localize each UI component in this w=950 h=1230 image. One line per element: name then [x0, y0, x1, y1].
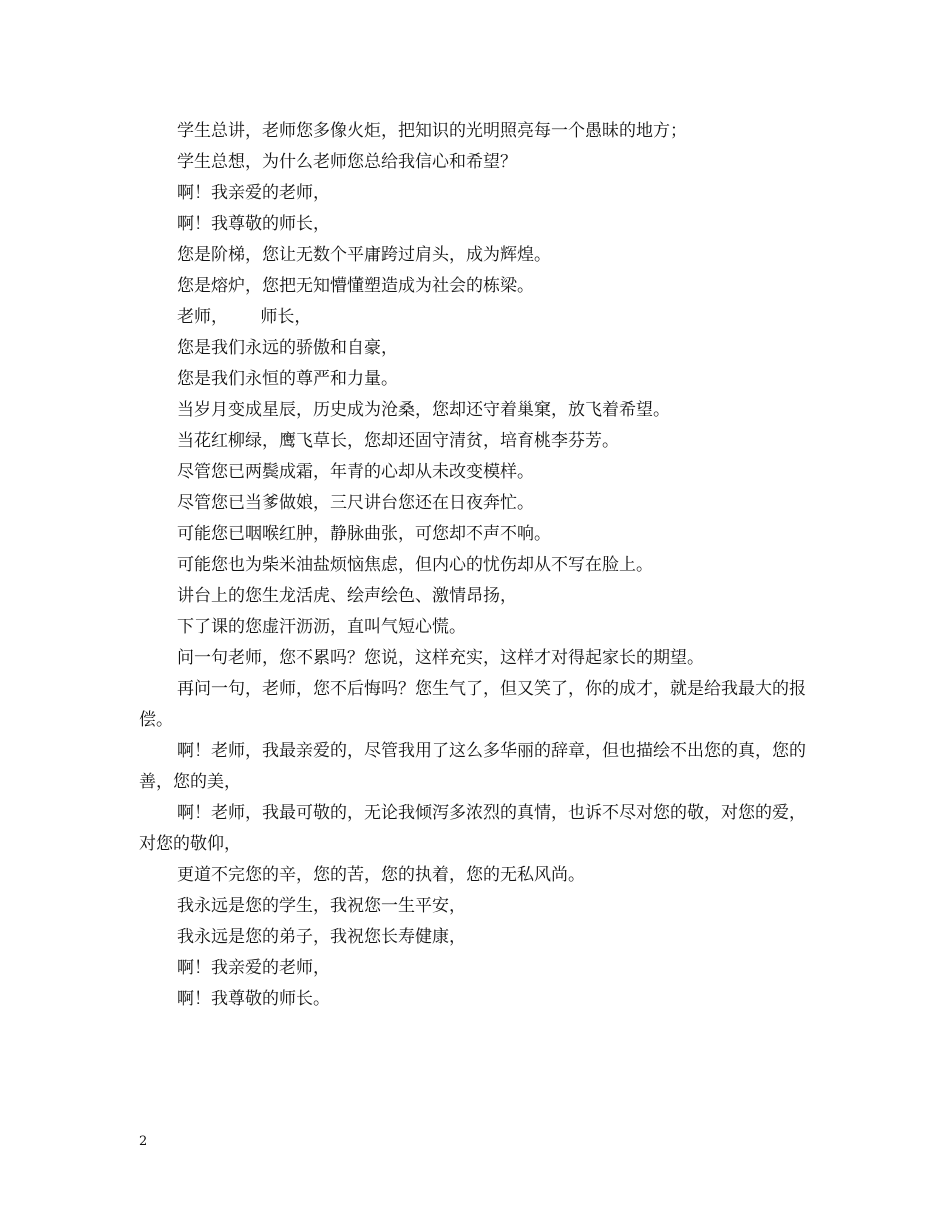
paragraph: 当岁月变成星辰，历史成为沧桑，您却还守着巢窠，放飞着希望。 [177, 400, 670, 420]
paragraph: 啊！老师，我最可敬的，无论我倾泻多浓烈的真情，也诉不尽对您的敬，对您的爱，对您的敬仰， [139, 803, 806, 854]
paragraph: 您是阶梯，您让无数个平庸跨过肩头，成为辉煌。 [177, 245, 551, 265]
paragraph: 啊！我尊敬的师长， [177, 214, 330, 234]
paragraph: 我永远是您的学生，我祝您一生平安， [177, 896, 466, 916]
paragraph: 尽管您已两鬓成霜，年青的心却从未改变模样。 [177, 462, 534, 482]
paragraph: 学生总想，为什么老师您总给我信心和希望？ [177, 152, 517, 172]
paragraph: 老师， 师长， [177, 307, 312, 327]
paragraph: 您是我们永远的骄傲和自豪， [177, 338, 398, 358]
paragraph: 啊！老师，我最亲爱的，尽管我用了这么多华丽的辞章，但也描绘不出您的真，您的善，您的美， [139, 741, 806, 792]
paragraph: 讲台上的您生龙活虎、绘声绘色、激情昂扬， [177, 586, 517, 606]
document-body [139, 116, 819, 1015]
paragraph: 啊！我亲爱的老师， [177, 958, 330, 978]
paragraph: 您是我们永恒的尊严和力量。 [177, 369, 398, 389]
paragraph: 啊！我尊敬的师长。 [177, 989, 330, 1009]
paragraph: 尽管您已当爹做娘，三尺讲台您还在日夜奔忙。 [177, 493, 534, 513]
paragraph: 更道不完您的辛，您的苦，您的执着，您的无私风尚。 [177, 865, 585, 885]
paragraph: 可能您已咽喉红肿，静脉曲张，可您却不声不响。 [177, 524, 551, 544]
page-number: 2 [139, 1134, 148, 1149]
paragraph: 可能您也为柴米油盐烦恼焦虑，但内心的忧伤却从不写在脸上。 [177, 555, 653, 575]
paragraph: 您是熔炉，您把无知懵懂塑造成为社会的栋梁。 [177, 276, 534, 296]
paragraph: 我永远是您的弟子，我祝您长寿健康， [177, 927, 466, 947]
paragraph: 当花红柳绿，鹰飞草长，您却还固守清贫，培育桃李芬芳。 [177, 431, 619, 451]
paragraph: 再问一句，老师，您不后悔吗？您生气了，但又笑了，你的成才，就是给我最大的报偿。 [139, 679, 806, 730]
paragraph: 问一句老师，您不累吗？您说，这样充实，这样才对得起家长的期望。 [177, 648, 704, 668]
paragraph: 啊！我亲爱的老师， [177, 183, 330, 203]
paragraph: 学生总讲，老师您多像火炬，把知识的光明照亮每一个愚昧的地方； [177, 121, 687, 141]
paragraph: 下了课的您虚汗沥沥，直叫气短心慌。 [177, 617, 466, 637]
